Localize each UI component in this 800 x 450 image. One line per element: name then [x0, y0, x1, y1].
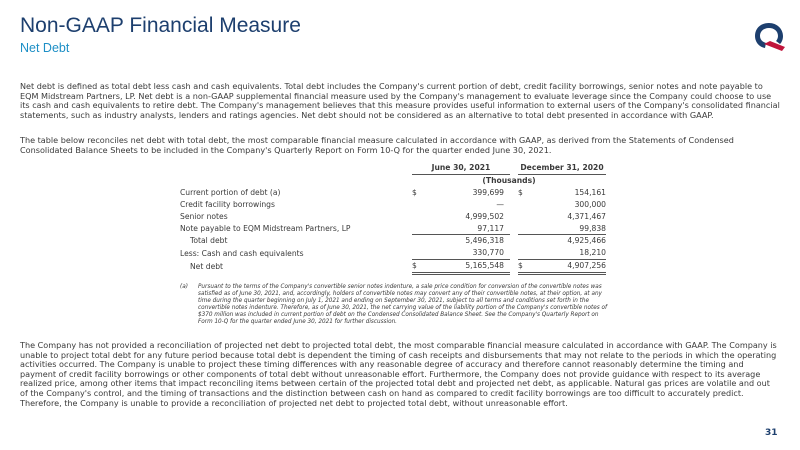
table-header-row [180, 162, 606, 174]
col-june-2021: June 30, 2021 [412, 162, 510, 174]
table-row [180, 247, 606, 259]
value-june: 4,999,502 [465, 211, 504, 221]
value-dec: 99,838 [526, 223, 606, 235]
value-june: 5,165,548 [420, 260, 510, 274]
value-dec: 4,907,256 [526, 260, 606, 274]
table-row [180, 199, 606, 211]
value-june: 330,770 [420, 247, 510, 259]
value-dec: 300,000 [574, 199, 606, 209]
units-label: (Thousands) [482, 175, 536, 185]
value-dec: 154,161 [574, 187, 606, 197]
value-june: 97,117 [420, 223, 510, 235]
value-dec: 4,925,466 [567, 236, 606, 246]
intro-paragraph: Net debt is defined as total debt less cash and cash equivalents. Total debt includes the Company's current portion of debt, credit facility borrowings, senior notes and note payable to EQM Midstream Partners, LP. Net debt is a non-GAAP supplemental financial measure used by the Company's management to evaluate leverage since the Company could choose to use its cash and cash equivalents to retire debt. The Company's management believes that this measure provides useful information to external users of the Company's consolidated financial statements, such as industry analysts, lenders and ratings agencies. Net debt should not be considered as an alternative to total debt presented in accordance with GAAP. [20, 81, 780, 120]
row-label: Credit facility borrowings [180, 199, 275, 209]
table-units-row [180, 174, 606, 186]
dollar-sign: $ [412, 260, 420, 274]
table-row [180, 211, 606, 223]
value-june: — [496, 199, 504, 209]
footnote-text: Pursuant to the terms of the Company's convertible senior notes indenture, a sale price condition for conversion of the convertible notes was satisfied as of June 30, 2021, and, accordingly, holders of convertible notes may convert any of their convertible notes, at their option, at any time during the quarter beginning on July 1, 2021 and ending on September 30, 2021, subject to all terms and conditions set forth in the convertible notes indenture. Therefore, as of June 30, 2021, the net carrying value of the liability portion of the Company's convertible notes of $370 million was included in current portion of debt on the Condensed Consolidated Balance Sheet. See the Company's Quarterly Report on Form 10-Q for the quarter ended June 30, 2021 for further discussion. [198, 284, 607, 325]
dollar-sign: $ [518, 187, 523, 197]
projection-paragraph: The Company has not provided a reconciliation of projected net debt to projected total debt, the most comparable financial measure calculated in accordance with GAAP. The Company is unable to project total debt for any future period because total debt is dependent the timing of cash receipts and disbursements that may not relate to the periods in which the operating activities occurred. The Company is unable to project these timing differences with any reasonable degree of accuracy and therefore cannot reasonably determine the timing and payment of credit facility borrowings or other components of total debt without unreasonable effort. Furthermore, the Company does not provide guidance with respect to its average realized price, among other items that impact reconciling items between certain of the projected total debt and projected net debt, as applicable. Natural gas prices are volatile and out of the Company's control, and the timing of transactions and the distinction between cash on hand as compared to credit facility borrowings are too difficult to accurately predict. Therefore, the Company is unable to provide a reconciliation of projected net debt to projected total debt, without unreasonable effort. [20, 340, 777, 408]
page-title: Non-GAAP Financial Measure [20, 14, 301, 37]
row-label: Less: Cash and cash equivalents [180, 248, 304, 258]
dollar-sign: $ [412, 187, 417, 197]
table-row [180, 235, 606, 247]
page-subtitle: Net Debt [20, 41, 70, 55]
value-dec: 18,210 [526, 247, 606, 259]
row-label: Senior notes [180, 211, 228, 221]
value-june: 399,699 [472, 187, 504, 197]
footnote-label: (a) [180, 284, 188, 290]
table-row [180, 260, 606, 274]
row-label: Current portion of debt (a) [180, 187, 281, 197]
col-dec-2020: December 31, 2020 [518, 162, 606, 174]
table-row [180, 187, 606, 199]
value-june: 5,496,318 [465, 236, 504, 246]
row-label: Note payable to EQM Midstream Partners, LP [180, 223, 351, 233]
reconcile-paragraph: The table below reconciles net debt with total debt, the most comparable financial measure calculated in accordance with GAAP, as derived from the Statements of Condensed Consolidated Balance Sheets to be included in the Company's Quarterly Report on Form 10-Q for the quarter ended June 30, 2021. [20, 135, 734, 155]
row-label: Net debt [190, 261, 224, 271]
page-number: 31 [765, 428, 778, 438]
row-label: Total debt [190, 236, 228, 246]
net-debt-table [180, 162, 606, 275]
company-logo-icon [752, 20, 786, 52]
table-footnote [180, 284, 610, 325]
table-row [180, 223, 606, 235]
value-dec: 4,371,467 [567, 211, 606, 221]
dollar-sign: $ [518, 260, 526, 274]
